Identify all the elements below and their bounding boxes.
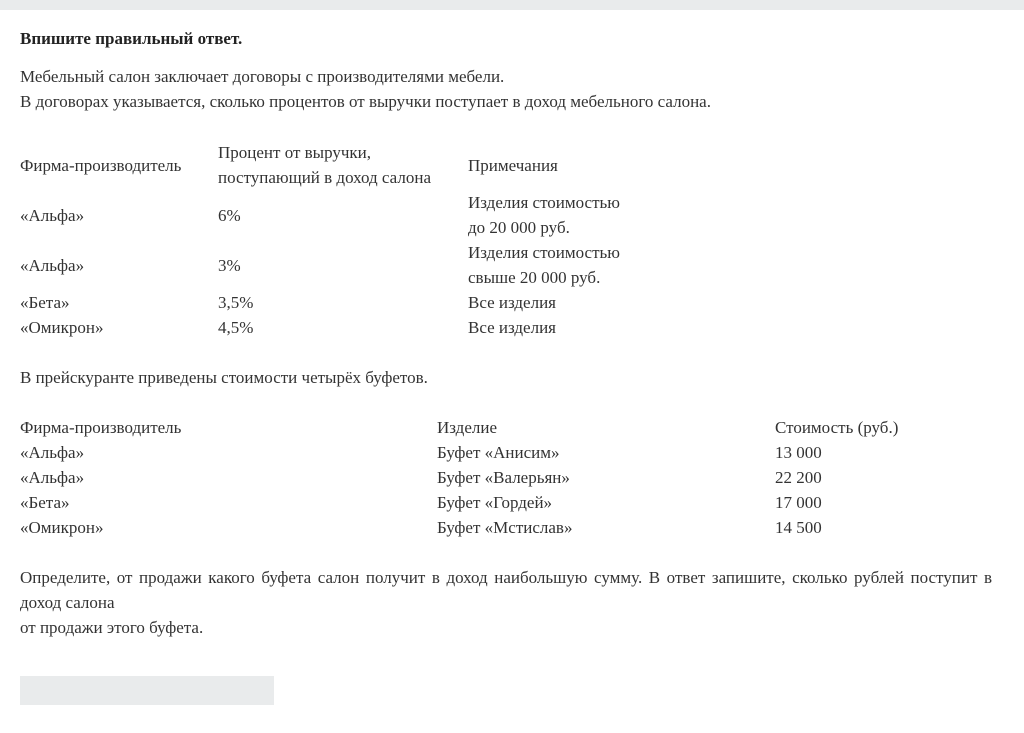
cell-firm: «Альфа»: [20, 468, 85, 487]
cell-note: [468, 190, 768, 240]
note-line: до 20 000 руб.: [468, 218, 570, 237]
cell-percent: 3%: [218, 255, 241, 275]
contracts-table-header: [20, 140, 768, 190]
cell-firm: «Омикрон»: [20, 518, 104, 537]
cell-item: Буфет «Анисим»: [437, 443, 560, 462]
table-row: [20, 290, 768, 315]
table-row: [20, 240, 768, 290]
note-line: Изделия стоимостью: [468, 243, 620, 262]
cell-firm: «Омикрон»: [20, 318, 104, 337]
cell-item: Буфет «Валерьян»: [437, 468, 570, 487]
cell-firm: «Альфа»: [20, 443, 85, 462]
header-item: Изделие: [437, 418, 498, 437]
cell-item: Буфет «Гордей»: [437, 493, 553, 512]
task-question: [20, 565, 992, 640]
header-percent-line: Процент от выручки,: [218, 143, 372, 162]
header-percent: [218, 140, 468, 190]
cell-price: 17 000: [775, 493, 822, 512]
pricelist-table-header: [20, 415, 992, 440]
note-line: Изделия стоимостью: [468, 193, 620, 212]
table-row: [20, 190, 768, 240]
question-line: Определите, от продажи какого буфета салон получит в доход наибольшую сумму. В ответ запишите, сколько рублей поступит в доход салона: [20, 568, 992, 612]
question-line: от продажи этого буфета.: [20, 618, 204, 637]
cell-price: 13 000: [775, 443, 822, 462]
table-row: [20, 490, 992, 515]
cell-price: 22 200: [775, 468, 822, 487]
answer-input[interactable]: [20, 676, 274, 705]
intro-line: В договорах указывается, сколько процентов от выручки поступает в доход мебельного салона.: [20, 92, 711, 111]
cell-note: Все изделия: [468, 293, 556, 312]
note-line: свыше 20 000 руб.: [468, 268, 601, 287]
table-row: [20, 515, 992, 540]
cell-item: Буфет «Мстислав»: [437, 518, 573, 537]
intro-line: Мебельный салон заключает договоры с производителями мебели.: [20, 67, 505, 86]
task-content: [20, 26, 992, 640]
cell-firm: «Бета»: [20, 293, 70, 312]
header-notes: Примечания: [468, 155, 558, 175]
table-row: [20, 465, 992, 490]
header-percent-line: поступающий в доход салона: [218, 168, 431, 187]
cell-percent: 6%: [218, 205, 241, 225]
header-firm: Фирма-производитель: [20, 418, 182, 437]
cell-firm: «Альфа»: [20, 205, 85, 225]
cell-firm: «Бета»: [20, 493, 70, 512]
cell-note: [468, 240, 768, 290]
header-price: Стоимость (руб.): [775, 418, 899, 437]
pricelist-table: [20, 415, 992, 540]
header-firm: Фирма-производитель: [20, 155, 182, 175]
table-row: [20, 315, 768, 340]
table-row: [20, 440, 992, 465]
cell-firm: «Альфа»: [20, 255, 85, 275]
cell-price: 14 500: [775, 518, 822, 537]
cell-note: Все изделия: [468, 318, 556, 337]
cell-percent: 3,5%: [218, 293, 254, 312]
task-intro: [20, 64, 992, 114]
top-bar: [0, 0, 1024, 10]
pricelist-intro: В прейскуранте приведены стоимости четырёх буфетов.: [20, 368, 428, 387]
task-instruction: Впишите правильный ответ.: [20, 29, 243, 48]
contracts-table: [20, 140, 768, 340]
cell-percent: 4,5%: [218, 318, 254, 337]
